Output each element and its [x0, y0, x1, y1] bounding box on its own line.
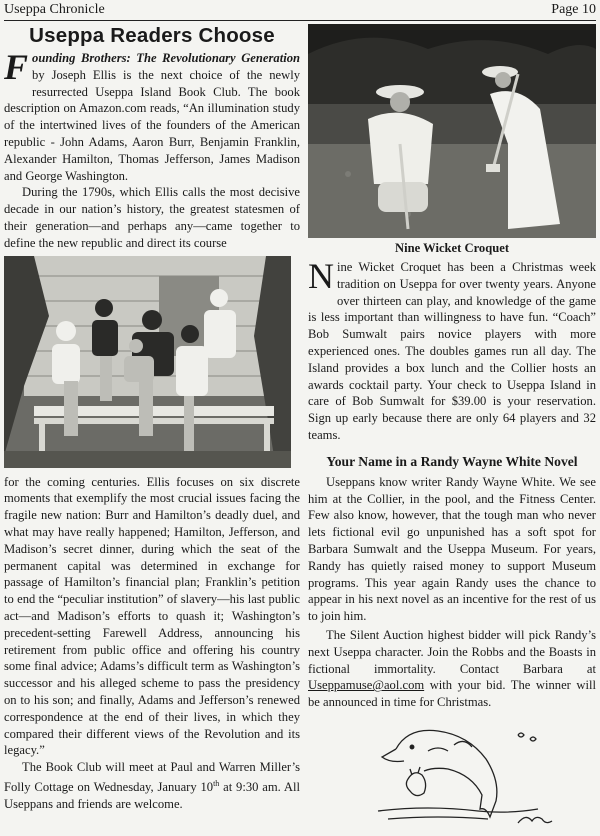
drop-cap: F — [4, 47, 29, 87]
contact-email-link[interactable]: Useppamuse@aol.com — [308, 678, 425, 693]
croquet-photo-image — [308, 24, 596, 238]
right-column — [308, 22, 596, 831]
date-ordinal: th — [213, 778, 220, 788]
publication-name: Useppa Chronicle — [4, 2, 105, 17]
group-photo-image — [4, 256, 291, 468]
book-title: ounding Brothers: The Revolutionary Generation — [32, 51, 300, 65]
croquet-paragraph — [308, 256, 596, 444]
article-paragraph-1 — [4, 47, 300, 184]
left-column — [4, 22, 300, 813]
page-number: Page 10 — [551, 2, 596, 17]
page-header — [4, 0, 596, 21]
croquet-text: ine Wicket Croquet has been a Christmas week tradition on Useppa for over twenty years. Anyone over thirteen can play, and knowledge of the game is less important than willingness to have fun. “Coach” Bob Sumwalt pairs novice players with more experienced ones. The doubles games run all day. The Island provides a box lunch and the Collier hosts an awards cocktail party. Your check to Useppa Island in care of Bob Sumwalt for $39.00 is your reservation. Sign up early because there are only 64 players and 32 teams. — [308, 260, 596, 442]
paragraph-text: by Joseph Ellis is the next choice of the newly resurrected Useppa Island Book Club. The book description on Amazon.com reads, “An illumination study of the intertwined lives of the founders of the American republic - John Adams, Aaron Burr, Benjamin Franklin, Alexander Hamilton, Thomas Jefferson, James Madison and George Washington. — [4, 67, 300, 183]
article-title-book-club: Useppa Readers Choose — [29, 24, 275, 47]
novel-paragraph-1: Useppans know writer Randy Wayne White. We see him at the Collier, in the pool, and the Fitness Center. Few also know, however, that the tough man who never lets fictional evil go unpunished has a soft spot for Barbara Sumwalt and the Useppa Museum. For years, Randy has quietly raised money to support Museum programs. This year again Randy uses the chance to appear in his next novel as an incentive for the rest of us to join him. — [308, 474, 596, 624]
croquet-photo — [308, 24, 596, 238]
article-title-novel: Your Name in a Randy Wayne White Novel — [326, 453, 578, 469]
croquet-caption: Nine Wicket Croquet — [394, 241, 510, 255]
dolphin-sketch — [368, 719, 558, 831]
article-paragraph-3 — [4, 759, 300, 813]
novel-paragraph-2 — [308, 627, 596, 711]
meeting-text: The Book Club will meet at Paul and Warren Miller’s Folly Cottage on Wednesday, January 10 — [4, 760, 300, 795]
article-paragraph-2: During the 1790s, which Ellis calls the most decisive decade in our nation’s history, the greatest statesmen of their generation—and perhaps any—came together to define the new republic and direct its course — [4, 185, 300, 250]
article-paragraph-2-continued: for the coming centuries. Ellis focuses on six discrete moments that exemplify the most crucial issues facing the fragile new nation: Burr and Hamilton’s deadly duel, and what may have really happened; Hamilton, Jefferson, and Madison’s secret dinner, during which the seat of the permanent capital was determined in exchange for passage of Hamilton’s financial plan; Franklin’s petition to end the “peculiar institution” of slavery—his last public act—and Madison’s efforts to quash it; Washington’s precedent-setting Farewell Address, announcing his retirement from public office and offering his country some final advice; Adams’s difficult term as Washington’s successor and his alleged scheme to pass the presidency on to his son; and finally, Adams and Jefferson’s renewed correspondence at the end of their lives, in which they compared their different views of the Revolution and its legacy.” — [4, 474, 300, 758]
book-club-group-photo — [4, 256, 291, 468]
novel-text-end: with your bid. The winner will be announced in time for Christmas. — [308, 678, 596, 710]
dolphin-illustration — [368, 719, 558, 831]
meeting-text-end: at 9:30 am. All Useppans and friends are welcome. — [4, 780, 300, 811]
novel-text: The Silent Auction highest bidder will pick Randy’s next Useppa character. Join the Robbs and the Boasts in fictional immortality. Contact Barbara at — [308, 627, 596, 676]
drop-cap-n: N — [308, 256, 334, 296]
